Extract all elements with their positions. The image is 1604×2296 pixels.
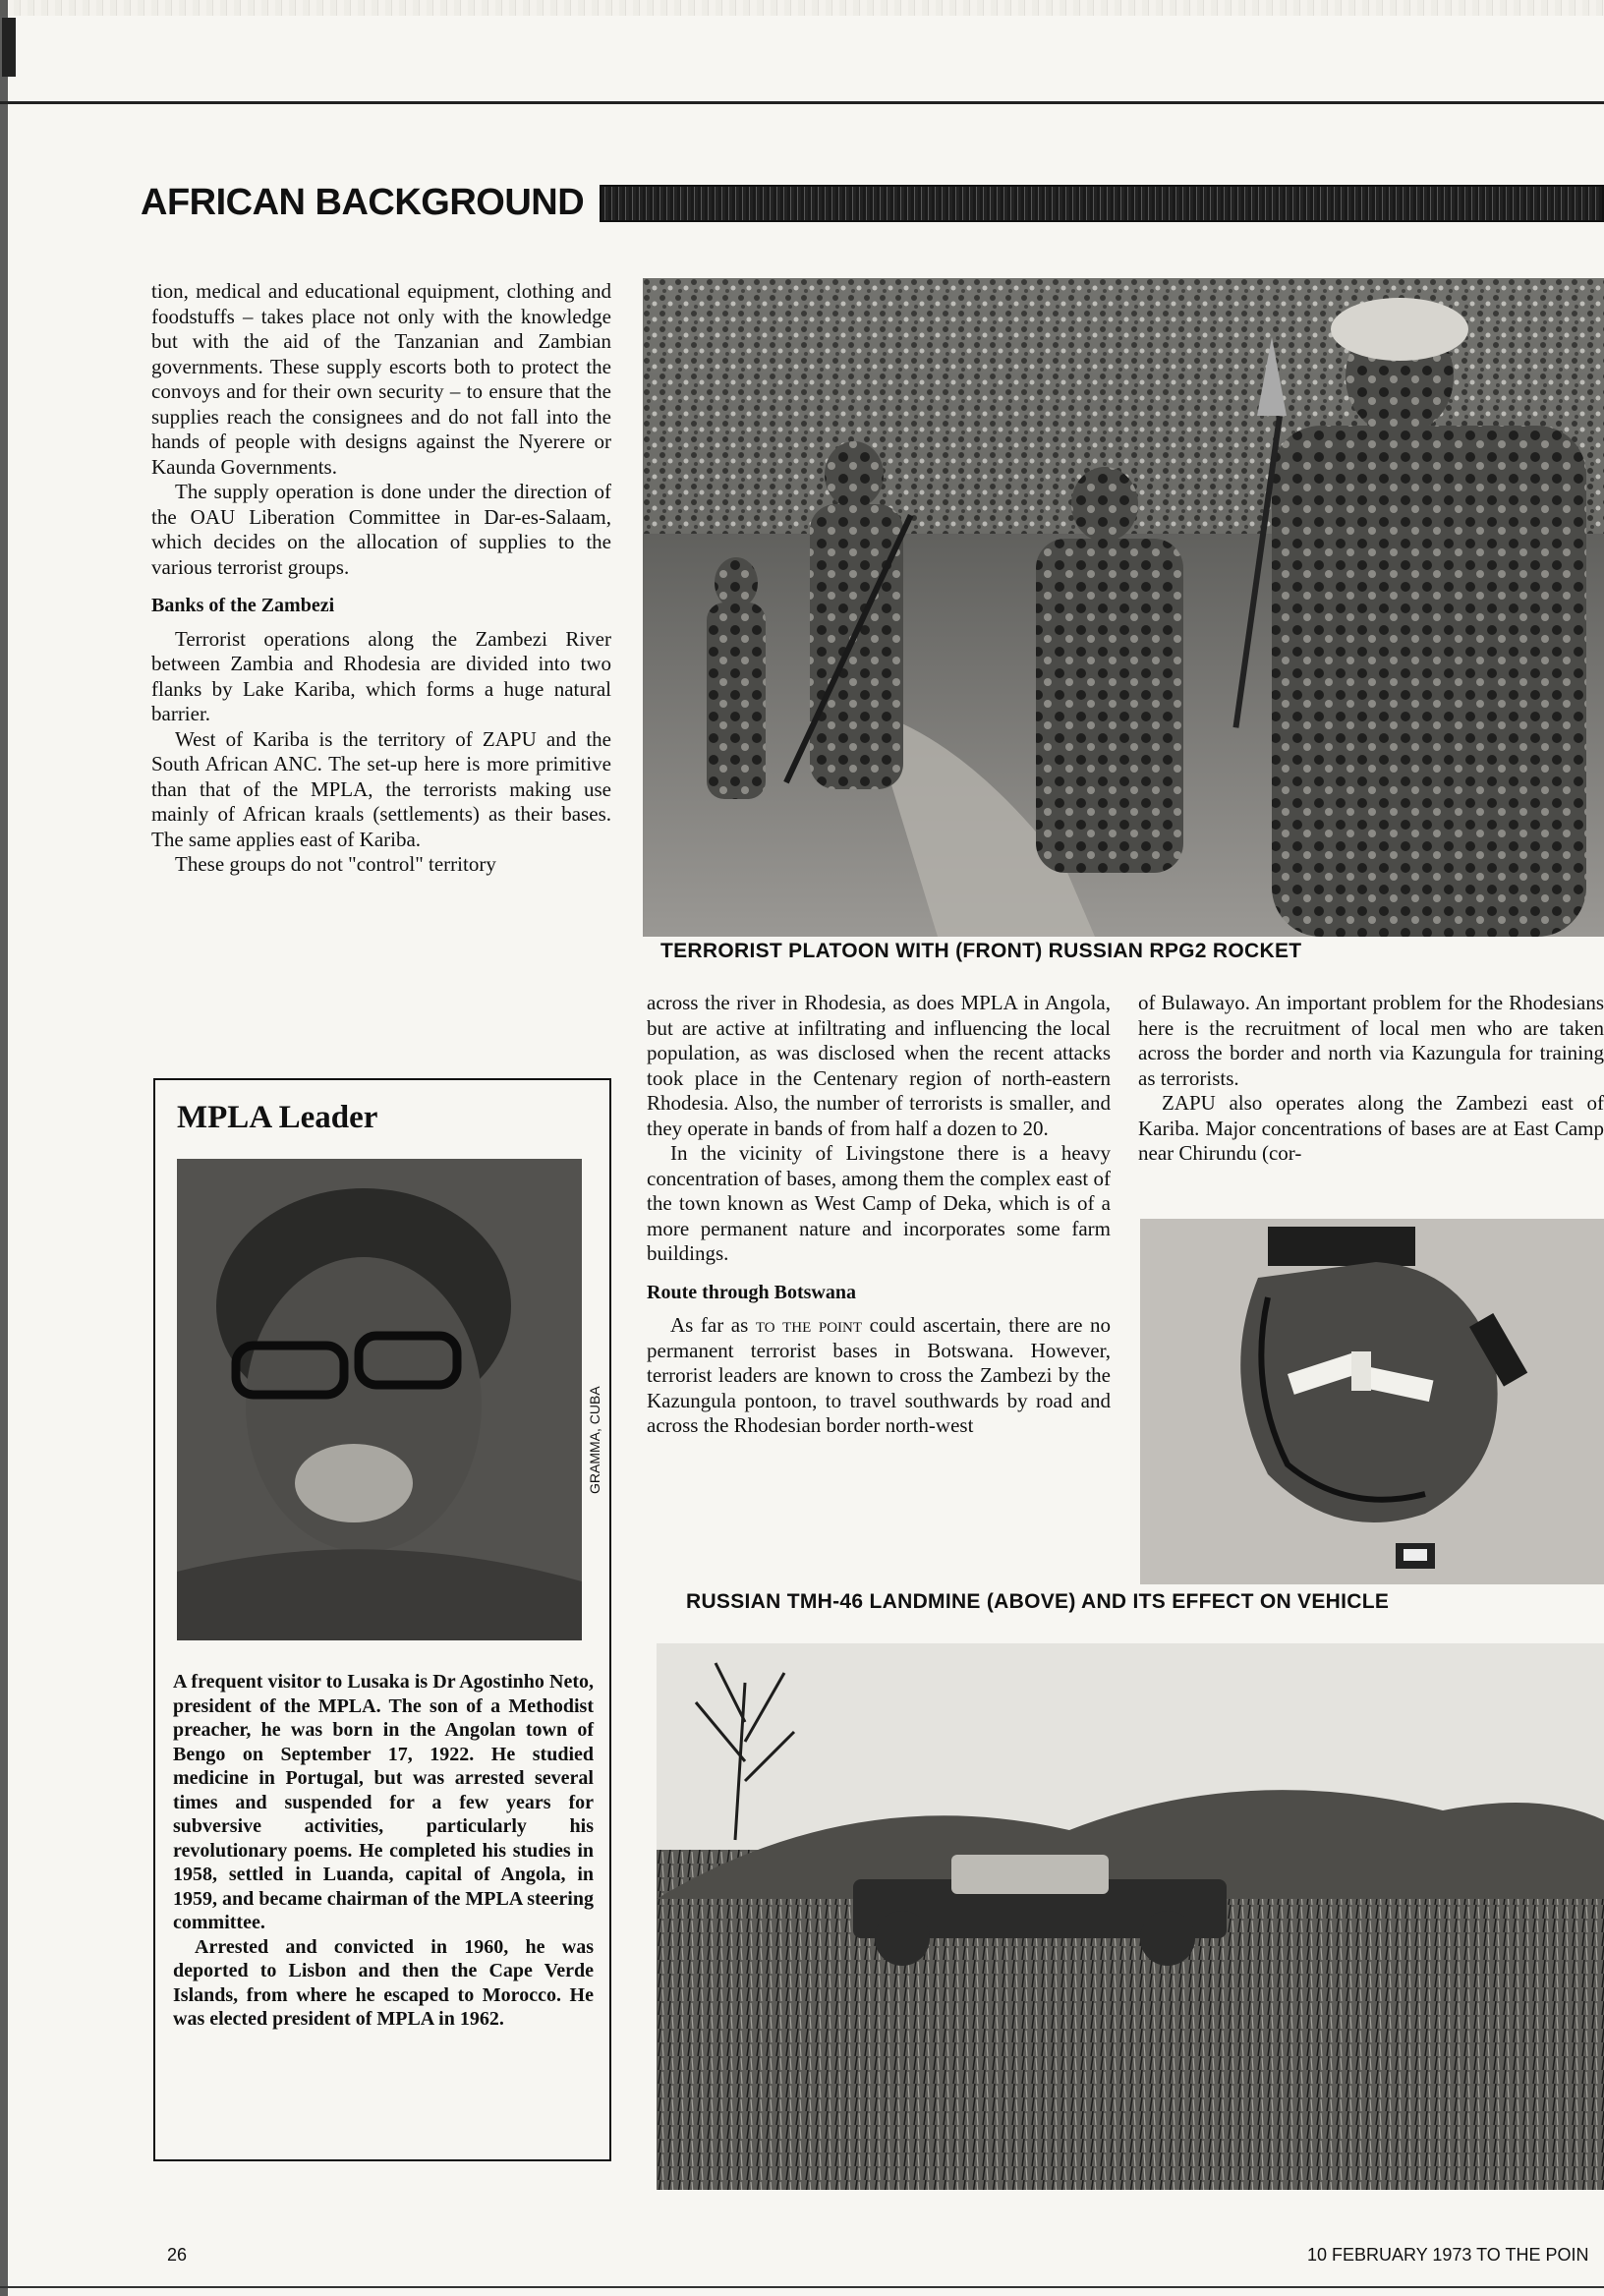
vehicle-photo-image xyxy=(657,1643,1604,2190)
middle-column xyxy=(647,991,1111,1439)
middle-para-2: In the vicinity of Livingstone there is a heavy concentration of bases, among them the complex east of the town known as West Camp of Deka, which is of a more permanent nature and incorporates some farm buildings. xyxy=(647,1141,1111,1265)
left-column xyxy=(151,279,611,878)
middle-para-3-a: As far as xyxy=(670,1313,756,1337)
left-para-1: tion, medical and educational equipment, clothing and foodstuffs – takes place not only with the knowledge but with the aid of the Tanzanian and Zambian governments. These supply escorts both to protect the convoys and for their own security – to ensure that the supplies reach the consignees and do not fall into the hands of people with designs against the Nyerere or Kaunda Governments. xyxy=(151,279,611,479)
section-title: AFRICAN BACKGROUND xyxy=(141,182,585,223)
scan-top-edge xyxy=(0,0,1604,16)
issue-footer: 10 FEBRUARY 1973 TO THE POIN xyxy=(1307,2245,1589,2265)
subheading-botswana: Route through Botswana xyxy=(647,1281,856,1303)
footer-rule xyxy=(0,2286,1604,2288)
page-number: 26 xyxy=(167,2245,188,2265)
left-para-3: Terrorist operations along the Zambezi River between Zambia and Rhodesia are divided into two flanks by Lake Kariba, which forms a huge natural barrier. xyxy=(151,626,611,725)
landmine-photo xyxy=(1140,1219,1604,1584)
mpla-leader-sidebar xyxy=(153,1078,611,2161)
landmine-caption: RUSSIAN TMH-46 LANDMINE (ABOVE) AND ITS EFFECT ON VEHICLE xyxy=(686,1590,1390,1613)
middle-para-1: across the river in Rhodesia, as does MPLA in Angola, but are active at infiltrating and influencing the local population, as was disclosed when the recent attacks took place in the Centenary region of north-eastern Rhodesia. Also, the number of terrorists is smaller, and they operate in bands of from half a dozen to 20. xyxy=(647,991,1111,1140)
neto-portrait-photo xyxy=(177,1159,582,1640)
neto-portrait-image xyxy=(177,1159,582,1640)
title-bar xyxy=(600,185,1604,222)
middle-para-3 xyxy=(647,1313,1111,1439)
platoon-caption: TERRORIST PLATOON WITH (FRONT) RUSSIAN RPG2 ROCKET xyxy=(660,940,1302,962)
sidebar-text xyxy=(173,1670,594,2032)
publication-name: to the point xyxy=(755,1313,863,1337)
right-para-1: of Bulawayo. An important problem for the Rhodesians here is the recruitment of local men who are taken across the border and north via Kazungula for training as terrorists. xyxy=(1138,991,1604,1090)
photo-credit: GRAMMA, CUBA xyxy=(587,1386,602,1494)
left-para-2: The supply operation is done under the direction of the OAU Liberation Committee in Dar-es-Salaam, which decides on the allocation of supplies to the various terrorist groups. xyxy=(151,480,611,579)
middle-para-3-b: could ascertain, there are no permanent terrorist bases in Botswana. However, terrorist leaders are known to cross the Zambezi by the Kazungula pontoon, to travel southwards by road and across the Rhodesian border north-west xyxy=(647,1313,1111,1437)
sidebar-para-2: Arrested and convicted in 1960, he was deported to Lisbon and then the Cape Verde Islands, from where he escaped to Morocco. He was elected president of MPLA in 1962. xyxy=(173,1935,594,2030)
right-column xyxy=(1138,991,1604,1167)
damaged-vehicle-photo xyxy=(657,1643,1604,2190)
left-para-4: West of Kariba is the territory of ZAPU and the South African ANC. The set-up here is more primitive than that of the MPLA, the terrorists making use mainly of African kraals (settlements) as their bases. The same applies east of Kariba. xyxy=(151,726,611,851)
platoon-photo-image xyxy=(643,278,1604,937)
terrorist-platoon-photo xyxy=(643,278,1604,937)
right-para-2: ZAPU also operates along the Zambezi east of Kariba. Major concentrations of bases are at East Camp near Chirundu (cor- xyxy=(1138,1091,1604,1165)
scan-mark xyxy=(2,18,16,77)
sidebar-para-1: A frequent visitor to Lusaka is Dr Agostinho Neto, president of the MPLA. The son of a Methodist preacher, he was born in the Angolan town of Bengo on September 17, 1922. He studied medicine in Portugal, but was arrested several times and suspended for a few years for subversive activities, particularly his revolutionary poems. He completed his studies in 1958, settled in Luanda, capital of Angola, in 1959, and became chairman of the MPLA steering committee. xyxy=(173,1671,594,1933)
subheading-banks: Banks of the Zambezi xyxy=(151,595,335,616)
sidebar-title: MPLA Leader xyxy=(177,1100,378,1135)
left-para-5: These groups do not "control" territory xyxy=(175,852,496,876)
header-rule xyxy=(0,101,1604,104)
landmine-photo-image xyxy=(1140,1219,1604,1584)
scan-left-edge xyxy=(0,0,8,2296)
